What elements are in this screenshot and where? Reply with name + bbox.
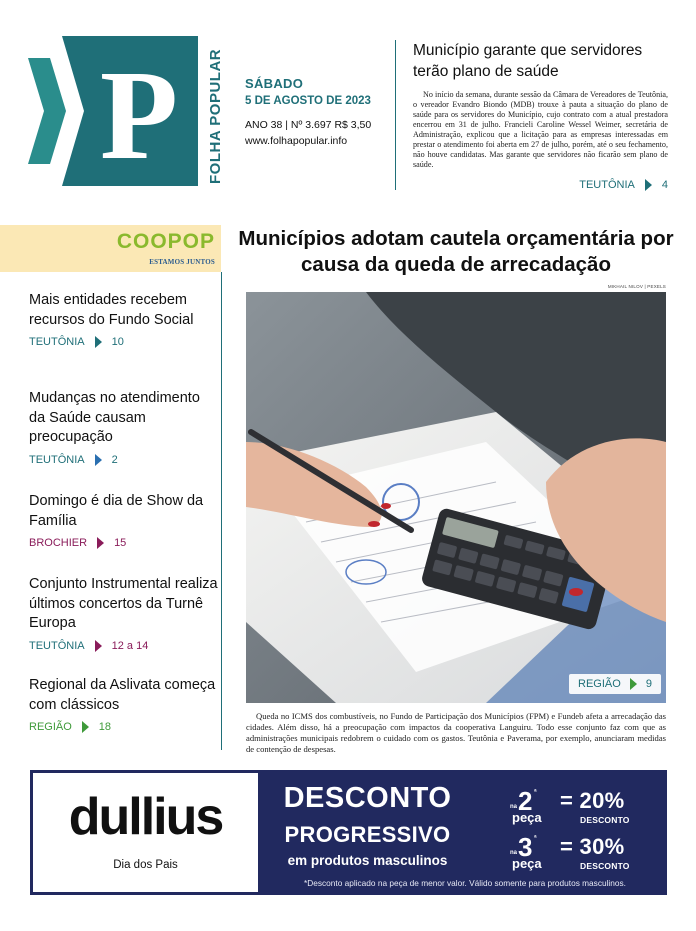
sidebar-section-ref[interactable] bbox=[29, 640, 219, 652]
tier-ordinal: ª bbox=[534, 835, 537, 842]
page-number: 2 bbox=[111, 453, 118, 466]
main-story-photo[interactable] bbox=[246, 292, 666, 703]
tier-na: na bbox=[510, 804, 518, 810]
ad-headline-2: PROGRESSIVO bbox=[284, 822, 451, 847]
top-story-body: No início da semana, durante sessão da Câmara de Vereadores de Teutônia, o vereador Evandro Biondo (MDB) trouxe à pauta a situação do plano de saúde para os servidores do Município, cujo contrato com a atual prestadora encerrou em 31 de julho. Francieli Caroline Wessel Weimer, secretária de Administração, explicou que a licitação para as empresas interessadas em prestar o atendimento foi aberta em 27 de julho, porém, até o seu fechamento, não houve candidatas. Mas garante que servidores não ficarão sem plano de saúde. bbox=[413, 90, 668, 169]
page-number: 10 bbox=[111, 336, 124, 348]
tier-percent: = 20% bbox=[560, 788, 625, 813]
edition-day: SÁBADO bbox=[245, 76, 304, 91]
sidebar-story[interactable] bbox=[29, 676, 219, 733]
section-label: TEUTÔNIA bbox=[29, 639, 85, 652]
sidebar-headline[interactable]: Domingo é dia de Show da Família bbox=[29, 493, 204, 529]
coopop-tagline: ESTAMOS JUNTOS bbox=[149, 258, 215, 266]
tier-percent: = 30% bbox=[560, 834, 625, 859]
page-number: 15 bbox=[114, 537, 127, 549]
sidebar-headline[interactable]: Mudanças no atendimento da Saúde causam preocupação bbox=[29, 390, 200, 445]
sidebar-headline[interactable]: Mais entidades recebem recursos do Fundo Social bbox=[29, 292, 194, 328]
logo-name: FOLHA POPULAR bbox=[207, 48, 224, 184]
discount-tier-2 bbox=[510, 788, 660, 828]
section-label: TEUTÔNIA bbox=[29, 336, 85, 348]
masthead-divider bbox=[395, 40, 396, 190]
top-story-section-ref[interactable] bbox=[413, 179, 668, 191]
arrow-right-icon bbox=[645, 179, 652, 191]
arrow-right-icon bbox=[95, 454, 102, 466]
sidebar-story[interactable] bbox=[29, 389, 219, 466]
ad-headline-3: em produtos masculinos bbox=[287, 853, 448, 868]
folha-popular-logo[interactable] bbox=[28, 36, 228, 186]
discount-tier-3 bbox=[510, 834, 660, 874]
page-number: 4 bbox=[661, 179, 668, 191]
edition-info bbox=[245, 76, 385, 147]
page-number: 18 bbox=[98, 721, 112, 733]
dullius-logo: dullius bbox=[68, 788, 223, 846]
sidebar-headline[interactable]: Conjunto Instrumental realiza últimos concertos da Turnê Europa bbox=[29, 576, 218, 631]
arrow-right-icon bbox=[630, 678, 637, 690]
tier-na: na bbox=[510, 850, 518, 856]
sidebar-divider bbox=[221, 272, 222, 750]
tier-number: 2 bbox=[518, 786, 533, 816]
sidebar-story[interactable] bbox=[29, 492, 219, 549]
page-number: 12 a 14 bbox=[111, 639, 149, 652]
section-label: BROCHIER bbox=[29, 537, 88, 549]
tier-peca: peça bbox=[512, 810, 542, 825]
sidebar-headline[interactable]: Regional da Aslivata começa com clássicos bbox=[29, 677, 216, 713]
ad-headline-1: DESCONTO bbox=[283, 782, 452, 814]
sidebar-section-ref[interactable] bbox=[29, 537, 219, 549]
tier-number: 3 bbox=[518, 832, 533, 862]
sidebar-section-ref[interactable] bbox=[29, 454, 219, 466]
arrow-right-icon bbox=[82, 721, 89, 733]
page-number: 9 bbox=[645, 678, 652, 690]
logo-letter: P bbox=[99, 44, 179, 186]
edition-date: 5 DE AGOSTO DE 2023 bbox=[245, 95, 371, 107]
section-label: TEUTÔNIA bbox=[29, 453, 85, 466]
tier-label: DESCONTO bbox=[580, 815, 630, 825]
edition-number: ANO 38 | Nº 3.697 R$ 3,50 bbox=[245, 119, 372, 131]
dullius-advertisement[interactable] bbox=[30, 770, 667, 895]
sidebar-section-ref[interactable] bbox=[29, 721, 219, 733]
sidebar-story[interactable] bbox=[29, 575, 219, 652]
arrow-right-icon bbox=[95, 336, 102, 348]
ad-disclaimer: *Desconto aplicado na peça de menor valor. Válido somente para produtos masculinos. bbox=[304, 878, 626, 888]
website-link[interactable]: www.folhapopular.info bbox=[245, 135, 348, 147]
main-headline[interactable]: Municípios adotam cautela orçamentária por causa da queda de arrecadação bbox=[238, 227, 674, 276]
tier-peca: peça bbox=[512, 856, 542, 871]
arrow-right-icon bbox=[95, 640, 102, 652]
section-label: REGIÃO bbox=[29, 721, 72, 733]
sidebar-story[interactable] bbox=[29, 291, 219, 348]
top-story[interactable] bbox=[413, 40, 668, 191]
section-label: TEUTÔNIA bbox=[579, 179, 635, 191]
sidebar-section-ref[interactable] bbox=[29, 336, 219, 348]
arrow-right-icon bbox=[97, 537, 104, 549]
tier-label: DESCONTO bbox=[580, 861, 630, 871]
main-story-section-ref[interactable] bbox=[569, 674, 661, 694]
tier-ordinal: ª bbox=[534, 789, 537, 796]
section-label: REGIÃO bbox=[578, 678, 621, 690]
photo-credit: MIKHAIL NILOV | PEXELS bbox=[607, 284, 666, 289]
dullius-logo-panel bbox=[33, 773, 258, 892]
top-story-title[interactable]: Município garante que servidores terão plano de saúde bbox=[413, 42, 643, 80]
coopop-logo: COOPOP bbox=[116, 230, 215, 253]
dullius-subtitle: Dia dos Pais bbox=[113, 859, 178, 871]
coopop-sponsor-banner[interactable] bbox=[0, 225, 221, 272]
main-story-caption: Queda no ICMS dos combustíveis, no Fundo de Participação dos Municípios (FPM) e Fundeb afeta a arrecadação das cidades. Além disso, há a preocupação com impactos da cooperativa Languiru. Todo esse conjunto faz com que as administrações municipais redobrem o cuidado com os gastos. Teutônia e Paverama, por exemplo, anunciaram medidas de contenção de despesas. bbox=[246, 711, 666, 754]
calculator-paperwork-illustration bbox=[246, 292, 666, 703]
